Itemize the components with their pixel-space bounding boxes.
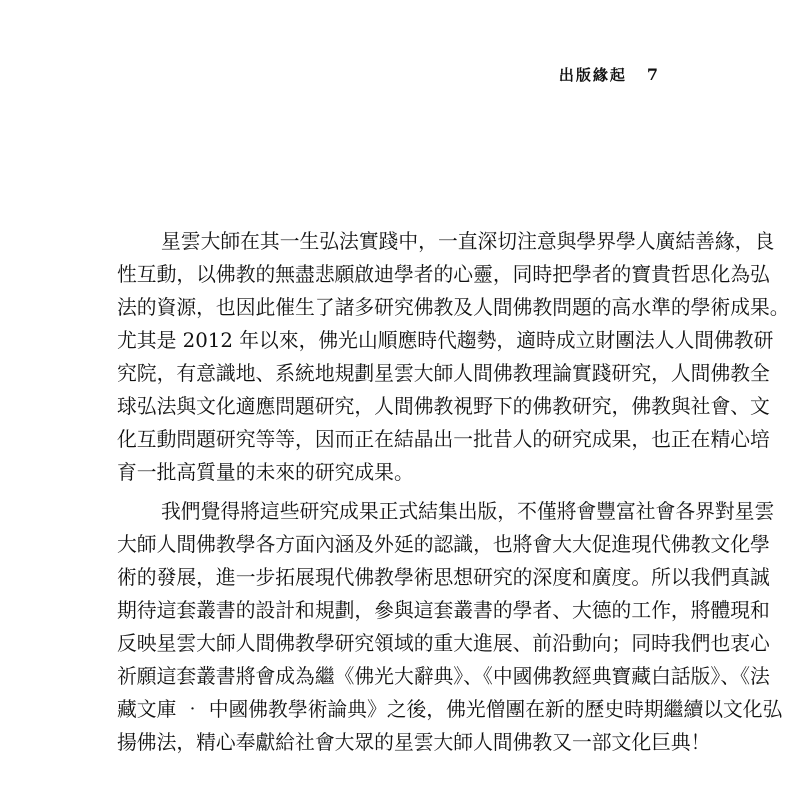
page-number: 7 [646,65,660,84]
text-line: 法的資源，也因此催生了諸多研究佛教及人間佛教問題的高水準的學術成果。 [117,296,790,319]
body-text [117,225,790,765]
text-line: 星雲大師在其一生弘法實踐中，一直深切注意與學界學人廣結善緣，良 [161,230,775,253]
text-line: 性互動，以佛教的無盡悲願啟迪學者的心靈，同時把學者的寶貴哲思化為弘 [117,263,770,286]
text-line: 化互動問題研究等等，因而正在結晶出一批昔人的研究成果，也正在精心培 [117,428,770,451]
text-line: 藏文庫 ‧ 中國佛教學術論典》之後，佛光僧團在新的歷史時期繼續以文化弘 [117,698,783,721]
text-line: 尤其是 2012 年以來，佛光山順應時代趨勢，適時成立財團法人人間佛教研 [117,329,774,352]
text-line: 術的發展，進一步拓展現代佛教學術思想研究的深度和廣度。所以我們真誠 [117,566,770,589]
running-header [559,64,660,85]
chapter-title: 出版緣起 [558,66,627,84]
text-line: 球弘法與文化適應問題研究，人間佛教視野下的佛教研究，佛教與社會、文 [117,395,770,418]
text-line: 我們覺得將這些研究成果正式結集出版，不僅將會豐富社會各界對星雲 [161,500,775,523]
text-line: 究院，有意識地、系統地規劃星雲大師人間佛教理論實踐研究，人間佛教全 [117,362,770,385]
text-line: 大師人間佛教學各方面內涵及外延的認識，也將會大大促進現代佛教文化學 [117,533,770,556]
paragraph-1 [117,225,790,489]
text-line: 揚佛法，精心奉獻給社會大眾的星雲大師人間佛教又一部文化巨典！ [117,731,711,754]
text-line: 反映星雲大師人間佛教學研究領域的重大進展、前沿動向；同時我們也衷心 [117,632,770,655]
text-line: 期待這套叢書的設計和規劃，參與這套叢書的學者、大德的工作，將體現和 [117,599,770,622]
paragraph-2 [117,495,783,759]
text-line: 祈願這套叢書將會成為繼《佛光大辭典》、《中國佛教經典寶藏白話版》、《法 [117,665,770,688]
text-line: 育一批高質量的未來的研究成果。 [117,461,414,484]
